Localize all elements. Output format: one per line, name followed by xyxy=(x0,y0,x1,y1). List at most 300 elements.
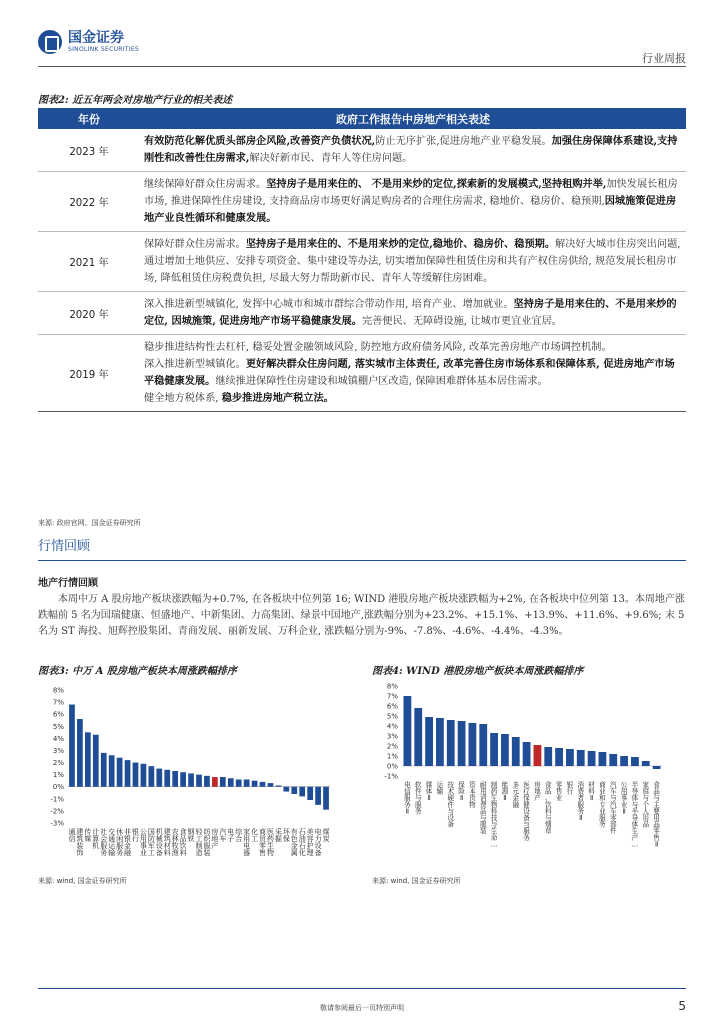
bar xyxy=(133,763,139,787)
x-tick-char: 物 xyxy=(469,800,476,809)
x-tick-char: 命 xyxy=(490,833,498,842)
row-text xyxy=(140,232,686,292)
y-tick-label: 7% xyxy=(52,698,64,707)
doc-type: 行业周报 xyxy=(642,52,686,65)
x-tick-label xyxy=(251,827,258,843)
row-text xyxy=(140,292,686,335)
x-tick-char: 汽 xyxy=(609,800,617,809)
x-tick-char: 工 xyxy=(195,835,203,843)
x-tick-char: 元 xyxy=(512,787,520,796)
x-tick-char: 输 xyxy=(108,849,116,857)
bar xyxy=(212,777,218,787)
x-tick-char: 专 xyxy=(599,800,606,809)
emphasis-text: 坚持房子是用来住的、不是用来炒的定位, 因城施策, 促进房地产市场平稳健康发展。 xyxy=(144,298,677,327)
x-tick-char: 公 xyxy=(620,781,628,789)
bar xyxy=(125,760,131,787)
emphasis-text: 更好解决群众住房问题, 落实城市主体责任, 改革完善住房市场体系和保障体系, 促进房地产市场平稳健康发展。 xyxy=(144,358,675,387)
body-text: 保障好群众住房需求。 xyxy=(144,239,246,250)
x-tick-char: 生 xyxy=(631,827,639,836)
x-tick-char: 半 xyxy=(631,807,639,816)
x-tick-char: 个 xyxy=(642,800,650,809)
x-tick-char: 资 xyxy=(469,781,476,789)
x-tick-label xyxy=(523,781,530,842)
x-tick-char: 用 xyxy=(243,835,251,843)
bar xyxy=(458,721,466,766)
chart4-source: 来源: wind, 国金证券研究所 xyxy=(372,877,461,885)
logo-cn-text: 国金证券 xyxy=(68,30,124,46)
x-tick-char: 事 xyxy=(139,842,147,850)
bar xyxy=(425,717,433,766)
x-tick-char: 备 xyxy=(447,820,455,829)
x-tick-char: 装 xyxy=(479,827,487,836)
x-tick-char: 导 xyxy=(631,787,639,796)
x-tick-char: 金 xyxy=(290,842,298,850)
bar xyxy=(93,735,99,787)
row-year: 2020 年 xyxy=(38,292,140,335)
x-tick-char: 术 xyxy=(447,787,455,796)
market-review-paragraph: 本周中万 A 股房地产板块涨跌幅为+0.7%, 在各板块中位列第 16; WIND 港股房地产板块涨跌幅为+2%, 在各板块中位列第 13。本周地产涨跌幅前 5 名为国瑞健康、恒盛地产、中新集团、力高集团、绿景中国地产,涨跌幅分别为+23.2%、+15.1%、+13.9%、+11.6%、+9.6%; 末 5 名为 ST 海投、旭辉控股集团、青商发展、丽新发展、万科企业, 涨跌幅分别为-9%、-7.8%、-4.6%、-4.4%、-4.3%。 xyxy=(38,594,685,637)
x-tick-label xyxy=(545,780,552,835)
page-header xyxy=(0,0,724,70)
x-tick-label xyxy=(140,828,147,857)
x-tick-char: 食 xyxy=(179,828,187,836)
x-tick-label xyxy=(610,780,617,835)
x-tick-char: 、 xyxy=(544,794,552,803)
x-tick-label xyxy=(512,780,519,809)
x-tick-label xyxy=(291,827,298,857)
row-text xyxy=(140,129,686,172)
bar xyxy=(555,748,563,766)
x-tick-char: 用 xyxy=(620,787,628,796)
x-tick-char: 汽 xyxy=(609,781,617,789)
x-tick-char: 售 xyxy=(653,833,660,842)
x-tick-char: 石 xyxy=(298,828,306,836)
bar xyxy=(69,705,75,787)
x-tick-char: 融 xyxy=(124,849,132,857)
bar xyxy=(323,787,329,810)
x-tick-char: 房 xyxy=(211,828,219,836)
bar xyxy=(252,781,258,787)
x-tick-char: 金 xyxy=(124,842,132,850)
emphasis-text: 坚持房子是用来住的、 不是用来炒的定位,探索新的发展模式,坚持租购并举, xyxy=(266,178,607,190)
y-tick-label: -1% xyxy=(50,795,64,804)
body-text: 解决好新市民、青年人等住房问题。 xyxy=(249,153,413,164)
x-tick-label xyxy=(100,827,107,857)
emphasis-text: 坚持房子是用来住的、不是用来炒的定位,稳地价、稳房价、稳预期。 xyxy=(245,238,556,250)
x-tick-char: 服 xyxy=(523,827,530,836)
table-row xyxy=(38,292,686,335)
x-tick-char: Ⅱ xyxy=(579,814,583,822)
bar xyxy=(436,718,444,766)
x-tick-label xyxy=(132,827,139,843)
x-tick-char: 物 xyxy=(490,800,498,809)
x-tick-char: 体 xyxy=(631,794,639,803)
x-tick-char: 零 xyxy=(259,842,267,850)
y-tick-label: 0% xyxy=(386,762,398,771)
x-tick-char: 服 xyxy=(577,800,585,809)
x-tick-char: 产 xyxy=(534,794,541,803)
x-tick-char: 售 xyxy=(555,787,563,796)
x-tick-char: 软 xyxy=(414,781,422,789)
table-row xyxy=(38,129,686,172)
bar xyxy=(404,696,412,766)
x-tick-label xyxy=(188,827,195,843)
x-tick-char: 者 xyxy=(577,794,585,803)
bar xyxy=(291,787,297,794)
x-tick-char: 备 xyxy=(523,814,530,822)
x-tick-char: 装 xyxy=(203,849,211,857)
x-tick-char: 车 xyxy=(609,787,617,796)
x-tick-char: 车 xyxy=(219,835,227,843)
x-tick-char: 保 xyxy=(282,835,290,843)
x-tick-char: 耐 xyxy=(479,781,487,789)
x-tick-char: 家 xyxy=(243,828,251,836)
row-year: 2019 年 xyxy=(38,335,140,412)
x-tick-char: 用 xyxy=(653,814,660,822)
row-year: 2022 年 xyxy=(38,172,140,232)
bar xyxy=(109,755,115,786)
x-tick-char: 生 xyxy=(490,794,498,803)
x-tick-char: 造 xyxy=(195,849,203,857)
x-tick-char: 轻 xyxy=(195,828,203,836)
x-tick-char: 务 xyxy=(577,807,585,816)
bar xyxy=(631,757,639,766)
bar xyxy=(117,758,123,787)
x-tick-char: 银 xyxy=(566,781,574,789)
x-tick-label xyxy=(315,827,322,857)
x-tick-char: 消 xyxy=(479,794,487,803)
y-tick-label: 1% xyxy=(386,752,398,761)
table-row xyxy=(38,335,686,412)
table-row xyxy=(38,172,686,232)
x-tick-char: 业 xyxy=(620,800,628,809)
emphasis-text: 稳步推进房地产税立法。 xyxy=(221,392,334,404)
bar xyxy=(164,770,170,787)
bar xyxy=(469,723,477,766)
chart4-caption: 图表4: WIND 港股房地产板块本周涨跌幅排序 xyxy=(372,666,584,677)
x-tick-char: 纺 xyxy=(203,828,211,836)
bar xyxy=(156,769,162,787)
x-tick-char: 媒 xyxy=(425,781,433,789)
x-tick-char: 与 xyxy=(523,820,530,829)
x-tick-char: 油 xyxy=(298,835,306,843)
x-tick-char: 工 xyxy=(147,849,155,857)
body-text: 健全地方税体系, xyxy=(144,393,222,404)
bar xyxy=(204,776,210,787)
bar xyxy=(141,764,147,787)
x-tick-char: 铁 xyxy=(187,835,195,843)
y-tick-label: 8% xyxy=(52,686,64,695)
x-tick-char: 品 xyxy=(544,787,552,796)
x-tick-label xyxy=(148,827,155,857)
x-tick-char: 烟 xyxy=(544,820,552,829)
x-tick-char: 医 xyxy=(523,781,530,789)
body-text: 稳步推进结构性去杠杆, 稳妥处置金融领域风险, 防控地方政府债务风险, 改革完善房地产市场调控机制。 xyxy=(144,342,612,353)
x-tick-char: 生 xyxy=(266,842,274,850)
bar xyxy=(283,787,289,792)
row-text xyxy=(140,335,686,412)
x-tick-label xyxy=(275,827,282,843)
x-tick-label xyxy=(172,827,179,857)
x-tick-char: 药 xyxy=(266,835,274,843)
x-tick-char: 料 xyxy=(588,787,595,796)
y-tick-label: 3% xyxy=(386,732,398,741)
x-tick-char: 技 xyxy=(447,781,455,789)
x-tick-char: 饮 xyxy=(544,800,552,809)
x-tick-label xyxy=(219,827,226,843)
x-tick-char: 容 xyxy=(306,835,314,843)
x-tick-char: 行 xyxy=(131,835,139,843)
x-tick-char: 与 xyxy=(631,800,639,809)
y-tick-label: 8% xyxy=(386,682,398,691)
x-tick-char: 会 xyxy=(100,835,108,843)
col-header-year: 年份 xyxy=(38,108,140,129)
x-tick-char: 融 xyxy=(512,800,520,809)
y-tick-label: 4% xyxy=(386,722,398,731)
emphasis-text: 有效防范化解优质头部房企风险,改善资产负债状况, xyxy=(144,135,376,147)
bar xyxy=(315,787,321,805)
y-tick-label: 5% xyxy=(52,722,64,731)
x-tick-char: 料 xyxy=(179,849,187,857)
x-tick-label xyxy=(180,827,187,857)
x-tick-char: 服 xyxy=(414,800,422,809)
chart3-svg xyxy=(38,680,338,870)
x-tick-label xyxy=(196,827,204,857)
x-tick-char: Ⅱ xyxy=(459,794,464,803)
x-tick-char: 金 xyxy=(512,794,520,803)
x-tick-char: 闲 xyxy=(116,835,124,843)
x-tick-label xyxy=(599,780,606,829)
x-tick-char: 汽 xyxy=(219,828,227,836)
y-tick-label: 6% xyxy=(52,710,64,719)
x-tick-char: 化 xyxy=(298,849,306,857)
x-tick-char: 化 xyxy=(251,828,259,836)
x-tick-char: 务 xyxy=(523,833,530,842)
bar xyxy=(149,766,155,787)
x-tick-char: 械 xyxy=(155,835,163,843)
bar xyxy=(228,778,234,786)
bar xyxy=(620,756,628,766)
x-tick-label xyxy=(267,828,274,857)
x-tick-label xyxy=(68,827,75,843)
x-tick-char: 材 xyxy=(163,842,171,850)
x-tick-char: 险 xyxy=(458,787,465,796)
x-tick-char: 非 xyxy=(124,828,132,836)
x-tick-char: 品 xyxy=(179,835,187,843)
bar xyxy=(85,732,91,786)
table-source: 来源: 政府官网、国金证券研究所 xyxy=(38,519,141,527)
x-tick-char: 货 xyxy=(469,794,476,803)
x-tick-label xyxy=(415,780,422,815)
bar xyxy=(276,786,282,787)
x-tick-char: 费 xyxy=(577,787,585,796)
emphasis-text: 加强住房保障体系建设,支持刚性和改善性住房需求, xyxy=(144,135,678,164)
bar xyxy=(609,754,617,766)
x-tick-char: 设 xyxy=(314,842,322,850)
x-tick-char: 与 xyxy=(479,814,487,822)
table-row xyxy=(38,232,686,292)
bar xyxy=(566,749,574,766)
x-tick-char: 用 xyxy=(479,787,487,796)
bar xyxy=(479,724,487,766)
x-tick-char: 源 xyxy=(501,787,509,796)
y-tick-label: -1% xyxy=(384,772,398,781)
bar xyxy=(172,771,178,787)
x-tick-char: 医 xyxy=(266,828,274,836)
x-tick-char: 疗 xyxy=(523,787,530,796)
x-tick-label xyxy=(556,780,563,802)
y-tick-label: 6% xyxy=(386,702,398,711)
bar xyxy=(588,751,596,766)
x-tick-char: 售 xyxy=(259,849,267,857)
x-tick-char: 导 xyxy=(631,814,639,822)
chart3-source: 来源: wind, 国金证券研究所 xyxy=(38,877,127,885)
x-tick-char: 公 xyxy=(139,828,147,836)
x-tick-char: 品 xyxy=(479,807,487,816)
x-tick-char: 信 xyxy=(404,787,411,796)
x-tick-char: 主 xyxy=(653,800,660,809)
row-year: 2021 年 xyxy=(38,232,140,292)
x-tick-char: 保 xyxy=(523,794,530,803)
y-tick-label: 0% xyxy=(52,783,64,792)
x-tick-char: 零 xyxy=(609,814,617,822)
x-tick-char: 件 xyxy=(414,787,422,796)
section-divider xyxy=(38,560,686,561)
bar xyxy=(642,761,650,766)
x-tick-char: 输 xyxy=(436,787,444,796)
x-tick-char: 产 xyxy=(631,833,639,842)
x-tick-char: 子 xyxy=(227,835,235,843)
x-tick-char: 业 xyxy=(599,787,606,796)
x-tick-char: Ⅱ xyxy=(503,794,507,803)
y-tick-label: 5% xyxy=(386,712,398,721)
x-tick-char: 草 xyxy=(544,827,552,836)
x-tick-char: 筑 xyxy=(76,835,84,843)
bar xyxy=(220,777,226,787)
x-tick-char: 器 xyxy=(243,849,251,857)
body-text: 深入推进新型城镇化, 发挥中心城市和城市群综合带动作用, 培育产业、增加就业。 xyxy=(144,299,514,310)
bar xyxy=(244,779,250,786)
x-tick-char: 产 xyxy=(211,842,219,850)
x-tick-char: 服 xyxy=(404,794,411,803)
body-text: 继续推进保障性住房建设和城镇棚户区改造, 保障困难群体基本居住需求。 xyxy=(215,376,548,387)
x-tick-char: 庭 xyxy=(642,787,650,796)
x-tick-char: 食 xyxy=(653,781,660,789)
x-tick-char: 理 xyxy=(306,849,314,857)
x-tick-char: Ⅱ xyxy=(427,794,431,803)
x-tick-char: 建 xyxy=(76,828,84,836)
bar xyxy=(414,708,422,766)
bar xyxy=(599,752,607,766)
x-tick-char: 服 xyxy=(479,820,487,829)
y-tick-label: 3% xyxy=(52,746,64,755)
x-tick-char: 综 xyxy=(235,828,243,836)
x-tick-char: 体 xyxy=(425,787,433,796)
x-tick-char: 算 xyxy=(92,835,100,843)
section-title: 行情回顾 xyxy=(38,539,91,554)
x-tick-char: 半 xyxy=(631,781,639,789)
x-tick-char: 渔 xyxy=(171,849,179,857)
x-tick-label xyxy=(502,780,509,802)
x-tick-char: 备 xyxy=(314,849,322,857)
x-tick-char: 商 xyxy=(599,781,606,789)
y-tick-label: 2% xyxy=(386,742,398,751)
x-tick-char: 力 xyxy=(314,835,322,843)
y-tick-label: -3% xyxy=(50,819,64,828)
x-tick-char: 与 xyxy=(447,807,455,816)
y-tick-label: 4% xyxy=(52,734,64,743)
x-tick-char: 银 xyxy=(131,828,139,836)
x-tick-char: 物 xyxy=(266,849,274,857)
x-tick-label xyxy=(243,827,250,857)
x-tick-char: 能 xyxy=(501,781,509,789)
x-tick-char: 饰 xyxy=(76,849,84,857)
x-tick-char: 行 xyxy=(566,787,574,796)
x-tick-char: 建 xyxy=(163,828,171,836)
logo-icon xyxy=(38,30,62,54)
bar xyxy=(236,779,242,786)
x-tick-char: 品 xyxy=(653,820,660,829)
x-tick-char: 通 xyxy=(108,835,116,843)
header-divider xyxy=(38,66,686,67)
x-tick-label xyxy=(283,828,291,843)
x-tick-label xyxy=(447,780,454,829)
x-tick-label xyxy=(211,827,218,850)
x-tick-char: 地 xyxy=(211,835,219,843)
x-tick-label xyxy=(299,828,306,857)
x-tick-char: 地 xyxy=(534,787,541,796)
x-tick-char: 媒 xyxy=(84,835,92,843)
x-tick-char: 务 xyxy=(116,849,124,857)
x-tick-label xyxy=(458,780,465,802)
x-tick-char: 科 xyxy=(490,807,498,816)
x-tick-label xyxy=(567,780,574,796)
x-tick-char: 色 xyxy=(290,835,298,843)
body-text: 继续保障好群众住房需求。 xyxy=(144,179,267,190)
x-tick-char: 机 xyxy=(92,842,100,850)
x-tick-char: 交 xyxy=(108,828,116,836)
x-tick-char: … xyxy=(490,840,498,849)
bar xyxy=(653,766,661,769)
x-tick-char: 休 xyxy=(116,828,124,836)
x-tick-char: … xyxy=(631,840,639,849)
x-tick-char: 设 xyxy=(155,842,163,850)
x-tick-label xyxy=(404,780,411,815)
policy-table xyxy=(38,108,686,412)
x-tick-char: 设 xyxy=(523,807,530,816)
bar xyxy=(447,720,455,766)
bar xyxy=(77,719,83,787)
bar xyxy=(523,742,531,766)
col-header-text: 政府工作报告中房地产相关表述 xyxy=(140,108,686,129)
y-tick-label: 7% xyxy=(386,692,398,701)
bar xyxy=(260,782,266,787)
bar xyxy=(501,734,509,766)
x-tick-label xyxy=(588,780,595,802)
y-tick-label: -2% xyxy=(50,807,64,816)
x-tick-label xyxy=(469,780,476,809)
x-tick-char: Ⅱ xyxy=(654,840,659,849)
x-tick-char: Ⅱ xyxy=(405,807,410,816)
x-tick-label xyxy=(577,780,584,822)
x-tick-char: Ⅱ xyxy=(589,794,594,803)
x-tick-char: 计 xyxy=(92,828,100,836)
x-tick-char: Ⅱ xyxy=(622,807,626,816)
x-tick-char: 钢 xyxy=(187,828,195,836)
x-tick-char: 信 xyxy=(68,835,76,843)
x-tick-char: 家 xyxy=(642,781,650,789)
x-tick-label xyxy=(259,827,267,857)
